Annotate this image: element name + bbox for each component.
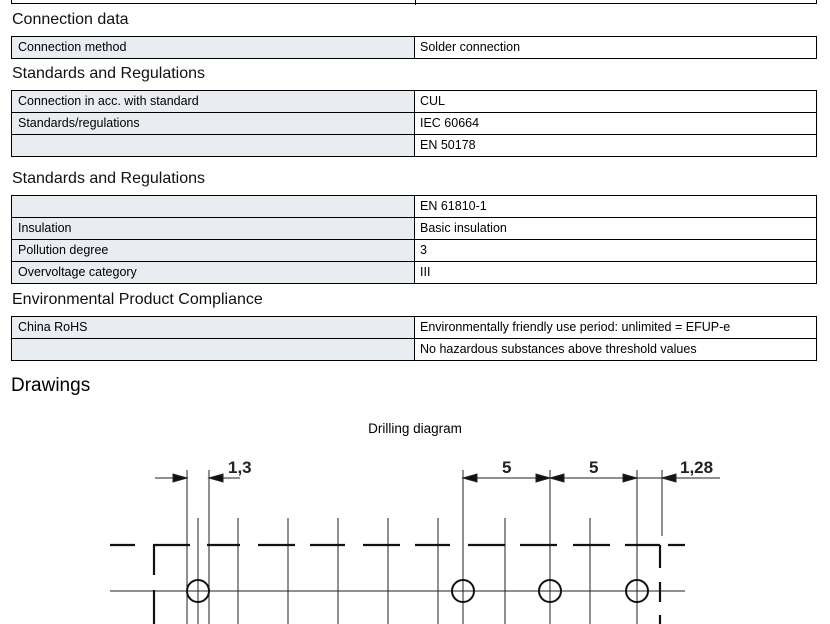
row-value: Basic insulation	[415, 218, 816, 239]
standards-regulations-title-2: Standards and Regulations	[12, 170, 206, 187]
standards-regulations-title: Standards and Regulations	[12, 65, 206, 82]
row-value: III	[415, 262, 816, 283]
row-value: CUL	[415, 91, 816, 112]
dimension-arrow	[536, 474, 550, 482]
prior-table	[11, 0, 817, 4]
row-value: IEC 60664	[415, 113, 816, 134]
row-label	[12, 135, 415, 156]
row-label: Pollution degree	[12, 240, 415, 261]
table-row	[12, 317, 816, 338]
row-value: Environmentally friendly use period: unlimited = EFUP-e	[415, 317, 816, 338]
row-label: Connection in acc. with standard	[12, 91, 415, 112]
dimension-arrow	[623, 474, 637, 482]
row-value: EN 50178	[415, 135, 816, 156]
environmental-compliance-title: Environmental Product Compliance	[12, 291, 263, 308]
outline-top-edge	[110, 545, 685, 624]
row-value: No hazardous substances above threshold values	[415, 339, 816, 360]
table-row	[12, 134, 816, 156]
dimension-label-pitch-1: 5	[502, 458, 512, 477]
standards-regulations-table	[11, 90, 817, 157]
drilling-diagram-caption: Drilling diagram	[368, 421, 462, 436]
table-row	[12, 338, 816, 360]
dimension-arrow	[463, 474, 477, 482]
table-row	[12, 37, 816, 58]
dimension-label-pitch-2: 5	[589, 458, 599, 477]
table-row	[12, 261, 816, 283]
dimension-arrow	[550, 474, 564, 482]
row-label: Standards/regulations	[12, 113, 415, 134]
table-row	[12, 239, 816, 261]
row-label: Insulation	[12, 218, 415, 239]
drilling-diagram	[0, 440, 830, 624]
dimension-label-left: 1,3	[228, 458, 252, 477]
dimension-arrow	[173, 474, 187, 482]
row-label: Overvoltage category	[12, 262, 415, 283]
table-row	[12, 217, 816, 239]
row-label	[12, 339, 415, 360]
row-label: Connection method	[12, 37, 415, 58]
table-row	[12, 196, 816, 217]
row-value: 3	[415, 240, 816, 261]
row-label	[12, 196, 415, 217]
table-row	[12, 91, 816, 112]
row-value: Solder connection	[415, 37, 816, 58]
standards-regulations-table-2	[11, 195, 817, 284]
environmental-compliance-table	[11, 316, 817, 361]
connection-data-title: Connection data	[12, 11, 129, 28]
dimension-arrow	[209, 474, 223, 482]
row-label: China RoHS	[12, 317, 415, 338]
connection-data-table	[11, 36, 817, 59]
row-value: EN 61810-1	[415, 196, 816, 217]
dimension-label-right: 1,28	[680, 458, 714, 477]
table-row	[12, 112, 816, 134]
drawings-heading: Drawings	[11, 375, 91, 396]
